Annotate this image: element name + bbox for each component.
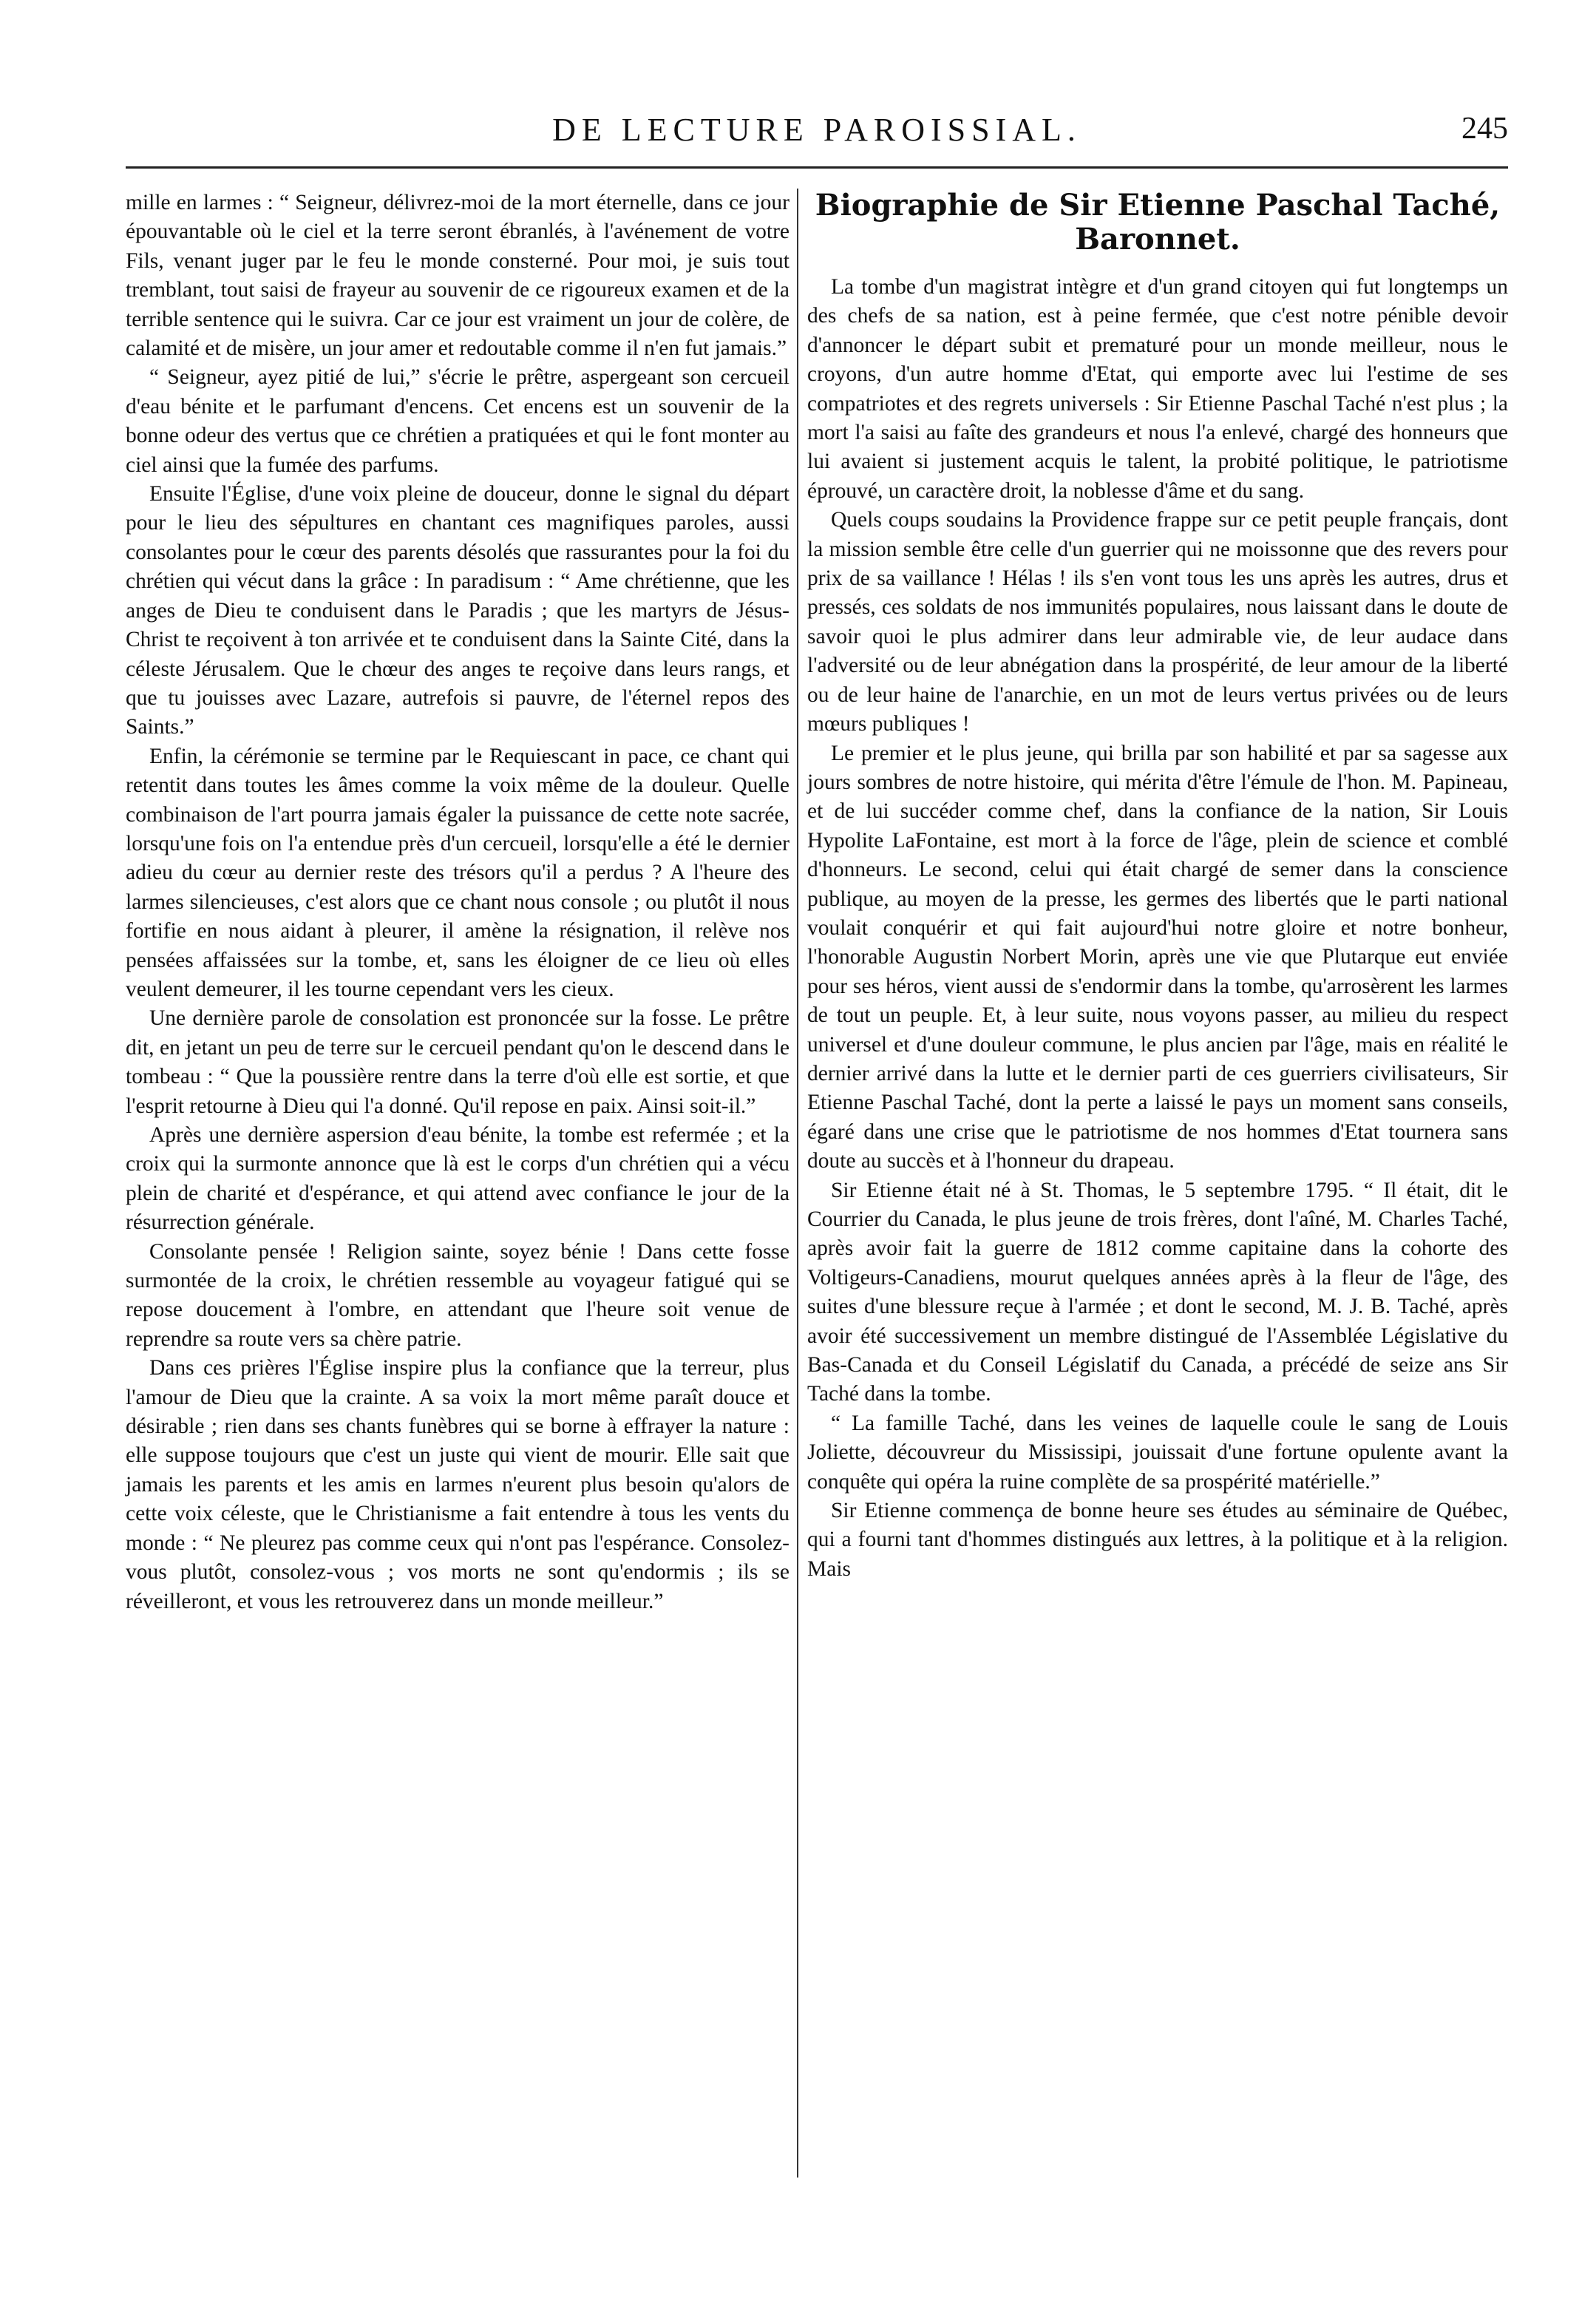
left-paragraph-8: Dans ces prières l'Église inspire plus la confiance que la terreur, plus l'amour de Dieu que la crainte. A sa voix la mort même paraît douce et désirable ; rien dans ses chants funèbres qui se borne à effrayer la nature : elle suppose toujours que c'est un juste qui vient de mourir. Elle sait que jamais les parents et les amis en larmes n'eurent plus besoin qu'alors de cette voix céleste, que le Christianisme a fait entendre à tous les vents du monde : “ Ne pleurez pas comme ceux qui n'ont pas l'espérance. Consolez-vous plutôt, consolez-vous ; vos morts ne sont qu'endormis ; ils se réveilleront, et vous les retrouverez dans un monde meilleur.”: [126, 1356, 789, 1613]
right-paragraph-5: “ La famille Taché, dans les veines de laquelle coule le sang de Louis Joliette, découvreur du Mississipi, jouissait d'une fortune opulente avant la conquête qui opéra la ruine complète de sa prospérité matérielle.”: [807, 1411, 1508, 1494]
page-number: 245: [1461, 112, 1508, 146]
left-paragraph-7: Consolante pensée ! Religion sainte, soyez bénie ! Dans cette fosse surmontée de la croix, le chrétien ressemble au voyageur fatigué qui se repose doucement à l'ombre, en attendant que l'heure soit venue de reprendre sa route vers sa chère patrie.: [126, 1239, 789, 1351]
article-title: Biographie de Sir Etienne Paschal Taché, Baronnet.: [815, 188, 1501, 257]
left-paragraph-6: Après une dernière aspersion d'eau bénite, la tombe est refermée ; et la croix qui la surmonte annonce que là est le corps d'un chrétien qui a vécu plein de charité et d'espérance, et qui attend avec confiance le jour de la résurrection générale.: [126, 1123, 789, 1235]
running-title: DE LECTURE PAROISSIAL.: [552, 112, 1081, 148]
right-paragraph-4: Sir Etienne était né à St. Thomas, le 5 septembre 1795. “ Il était, dit le Courrier du Canada, le plus jeune de trois frères, dont l'aîné, M. Charles Taché, après avoir fait la guerre de 1812 comme capitaine dans la cohorte des Voltigeurs-Canadiens, mourut quelques années après à la fleur de l'âge, des suites d'une blessure reçue à l'armée ; et dont le second, M. J. B. Taché, après avoir été successivement un membre distingué de l'Assemblée Législative du Bas-Canada et du Conseil Législatif du Canada, a précédé de seize ans Sir Taché dans la tombe.: [807, 1178, 1508, 1406]
left-paragraph-5: Une dernière parole de consolation est prononcée sur la fosse. Le prêtre dit, en jetant un peu de terre sur le cercueil pendant qu'on le descend dans le tombeau : “ Que la poussière rentre dans la terre d'où elle est sortie, et que l'esprit retourne à Dieu qui l'a donné. Qu'il repose en paix. Ainsi soit-il.”: [126, 1006, 789, 1118]
left-paragraph-4: Enfin, la cérémonie se termine par le Requiescant in pace, ce chant qui retentit dans toutes les âmes comme la voix même de la douleur. Quelle combinaison de l'art pourra jamais égaler la puissance de cette note sacrée, lorsqu'une fois on l'a entendue près d'un cercueil, lorsqu'elle a été le dernier adieu du cœur au dernier reste des trésors qu'il a perdus ? A l'heure des larmes silencieuses, c'est alors que ce chant nous console ; ou plutôt il nous fortifie en nous aidant à pleurer, il amène la résignation, il relève nos pensées affaissées sur la tombe, et, sans les éloigner de ce lieu où elles veulent demeurer, il les tourne cependant vers les cieux.: [126, 744, 789, 1001]
right-paragraph-3: Le premier et le plus jeune, qui brilla par son habilité et par sa sagesse aux jours sombres de notre histoire, qui mérita d'être l'émule de l'hon. M. Papineau, et de lui succéder comme chef, dans la confiance de la nation, Sir Louis Hypolite LaFontaine, est mort à la force de l'âge, plein de science et comblé d'honneurs. Le second, celui qui était chargé de semer dans la conscience publique, au moyen de la presse, les germes des libertés que le parti national voulait conquérir et qui fait aujourd'hui notre gloire et notre bonheur, l'honorable Augustin Norbert Morin, après une vie que Plutarque eut enviée pour ses héros, vient aussi de s'endormir dans la tombe, qu'arrosèrent les larmes de tout un peuple. Et, à leur suite, nous voyons passer, au milieu du respect universel et d'une douleur commune, le plus ancien par l'âge, mais en réalité le dernier arrivé dans la lutte et le dernier parti de ces guerriers civilisateurs, Sir Etienne Paschal Taché, dont la perte a laissé le pays un moment sans conseils, égaré dans une crise que le patriotisme de nos hommes d'Etat tournera sans doute au succès et à l'honneur du drapeau.: [807, 741, 1508, 1173]
right-paragraph-1: La tombe d'un magistrat intègre et d'un grand citoyen qui fut longtemps un des chefs de sa nation, est à peine fermée, que c'est notre pénible devoir d'annoncer le départ subit et prematuré pour un monde meilleur, nous le croyons, d'un autre homme d'Etat, qui emporte avec lui l'estime de ses compatriotes et des regrets universels : Sir Etienne Paschal Taché n'est plus ; la mort l'a saisi au faîte des grandeurs et nous l'a enlevé, chargé des honneurs que lui avaient si justement acquis le talent, la probité politique, le patriotisme éprouvé, un caractère droit, la noblesse d'âme et du sang.: [807, 275, 1508, 503]
right-paragraph-2: Quels coups soudains la Providence frappe sur ce petit peuple français, dont la mission semble être celle d'un guerrier qui ne moissonne que des revers pour prix de sa vaillance ! Hélas ! ils s'en vont tous les uns après les autres, drus et pressés, ces soldats de nos immunités populaires, nous laissant dans le doute de savoir quoi le plus admirer dans leur admirable vie, de leur audace dans l'adversité ou de leur abnégation dans la prospérité, de leur amour de la liberté ou de leur haine de l'anarchie, en un mot de leurs vertus privées ou de leurs mœurs publiques !: [807, 508, 1508, 736]
right-paragraph-6: Sir Etienne commença de bonne heure ses études au séminaire de Québec, qui a fourni tant d'hommes distingués aux lettres, à la politique et à la religion. Mais: [807, 1499, 1508, 1581]
column-divider: [797, 189, 798, 2178]
header-rule: [126, 166, 1508, 169]
right-column: [807, 189, 1508, 1584]
left-column: [126, 189, 789, 1616]
left-paragraph-3: Ensuite l'Église, d'une voix pleine de douceur, donne le signal du départ pour le lieu des sépultures en chantant ces magnifiques paroles, aussi consolantes pour le cœur des parents désolés que rassurantes pour la foi du chrétien qui vécut dans la grâce : In paradisum : “ Ame chrétienne, que les anges de Dieu te conduisent dans le Paradis ; que les martyrs de Jésus-Christ te reçoivent à ton arrivée et te conduisent dans la Sainte Cité, dans la céleste Jérusalem. Que le chœur des anges te reçoive dans leurs rangs, et que tu jouisses avec Lazare, autrefois si pauvre, de l'éternel repos des Saints.”: [126, 482, 789, 739]
left-paragraph-1: mille en larmes : “ Seigneur, délivrez-moi de la mort éternelle, dans ce jour épouvantable où le ciel et la terre seront ébranlés, à l'avénement de votre Fils, venant juger par le feu le monde consterné. Pour moi, je suis tout tremblant, tout saisi de frayeur au souvenir de ce rigoureux examen et de la terrible sentence qui le suivra. Car ce jour est vraiment un jour de colère, de calamité et de misère, un jour amer et redoutable comme il n'en fut jamais.”: [126, 191, 789, 361]
page-header: [126, 104, 1508, 155]
left-paragraph-2: “ Seigneur, ayez pitié de lui,” s'écrie le prêtre, aspergeant son cercueil d'eau bénite et le parfumant d'encens. Cet encens est un souvenir de la bonne odeur des vertus que ce chrétien a pratiquées et qui le font monter au ciel ainsi que la fumée des parfums.: [126, 365, 789, 477]
